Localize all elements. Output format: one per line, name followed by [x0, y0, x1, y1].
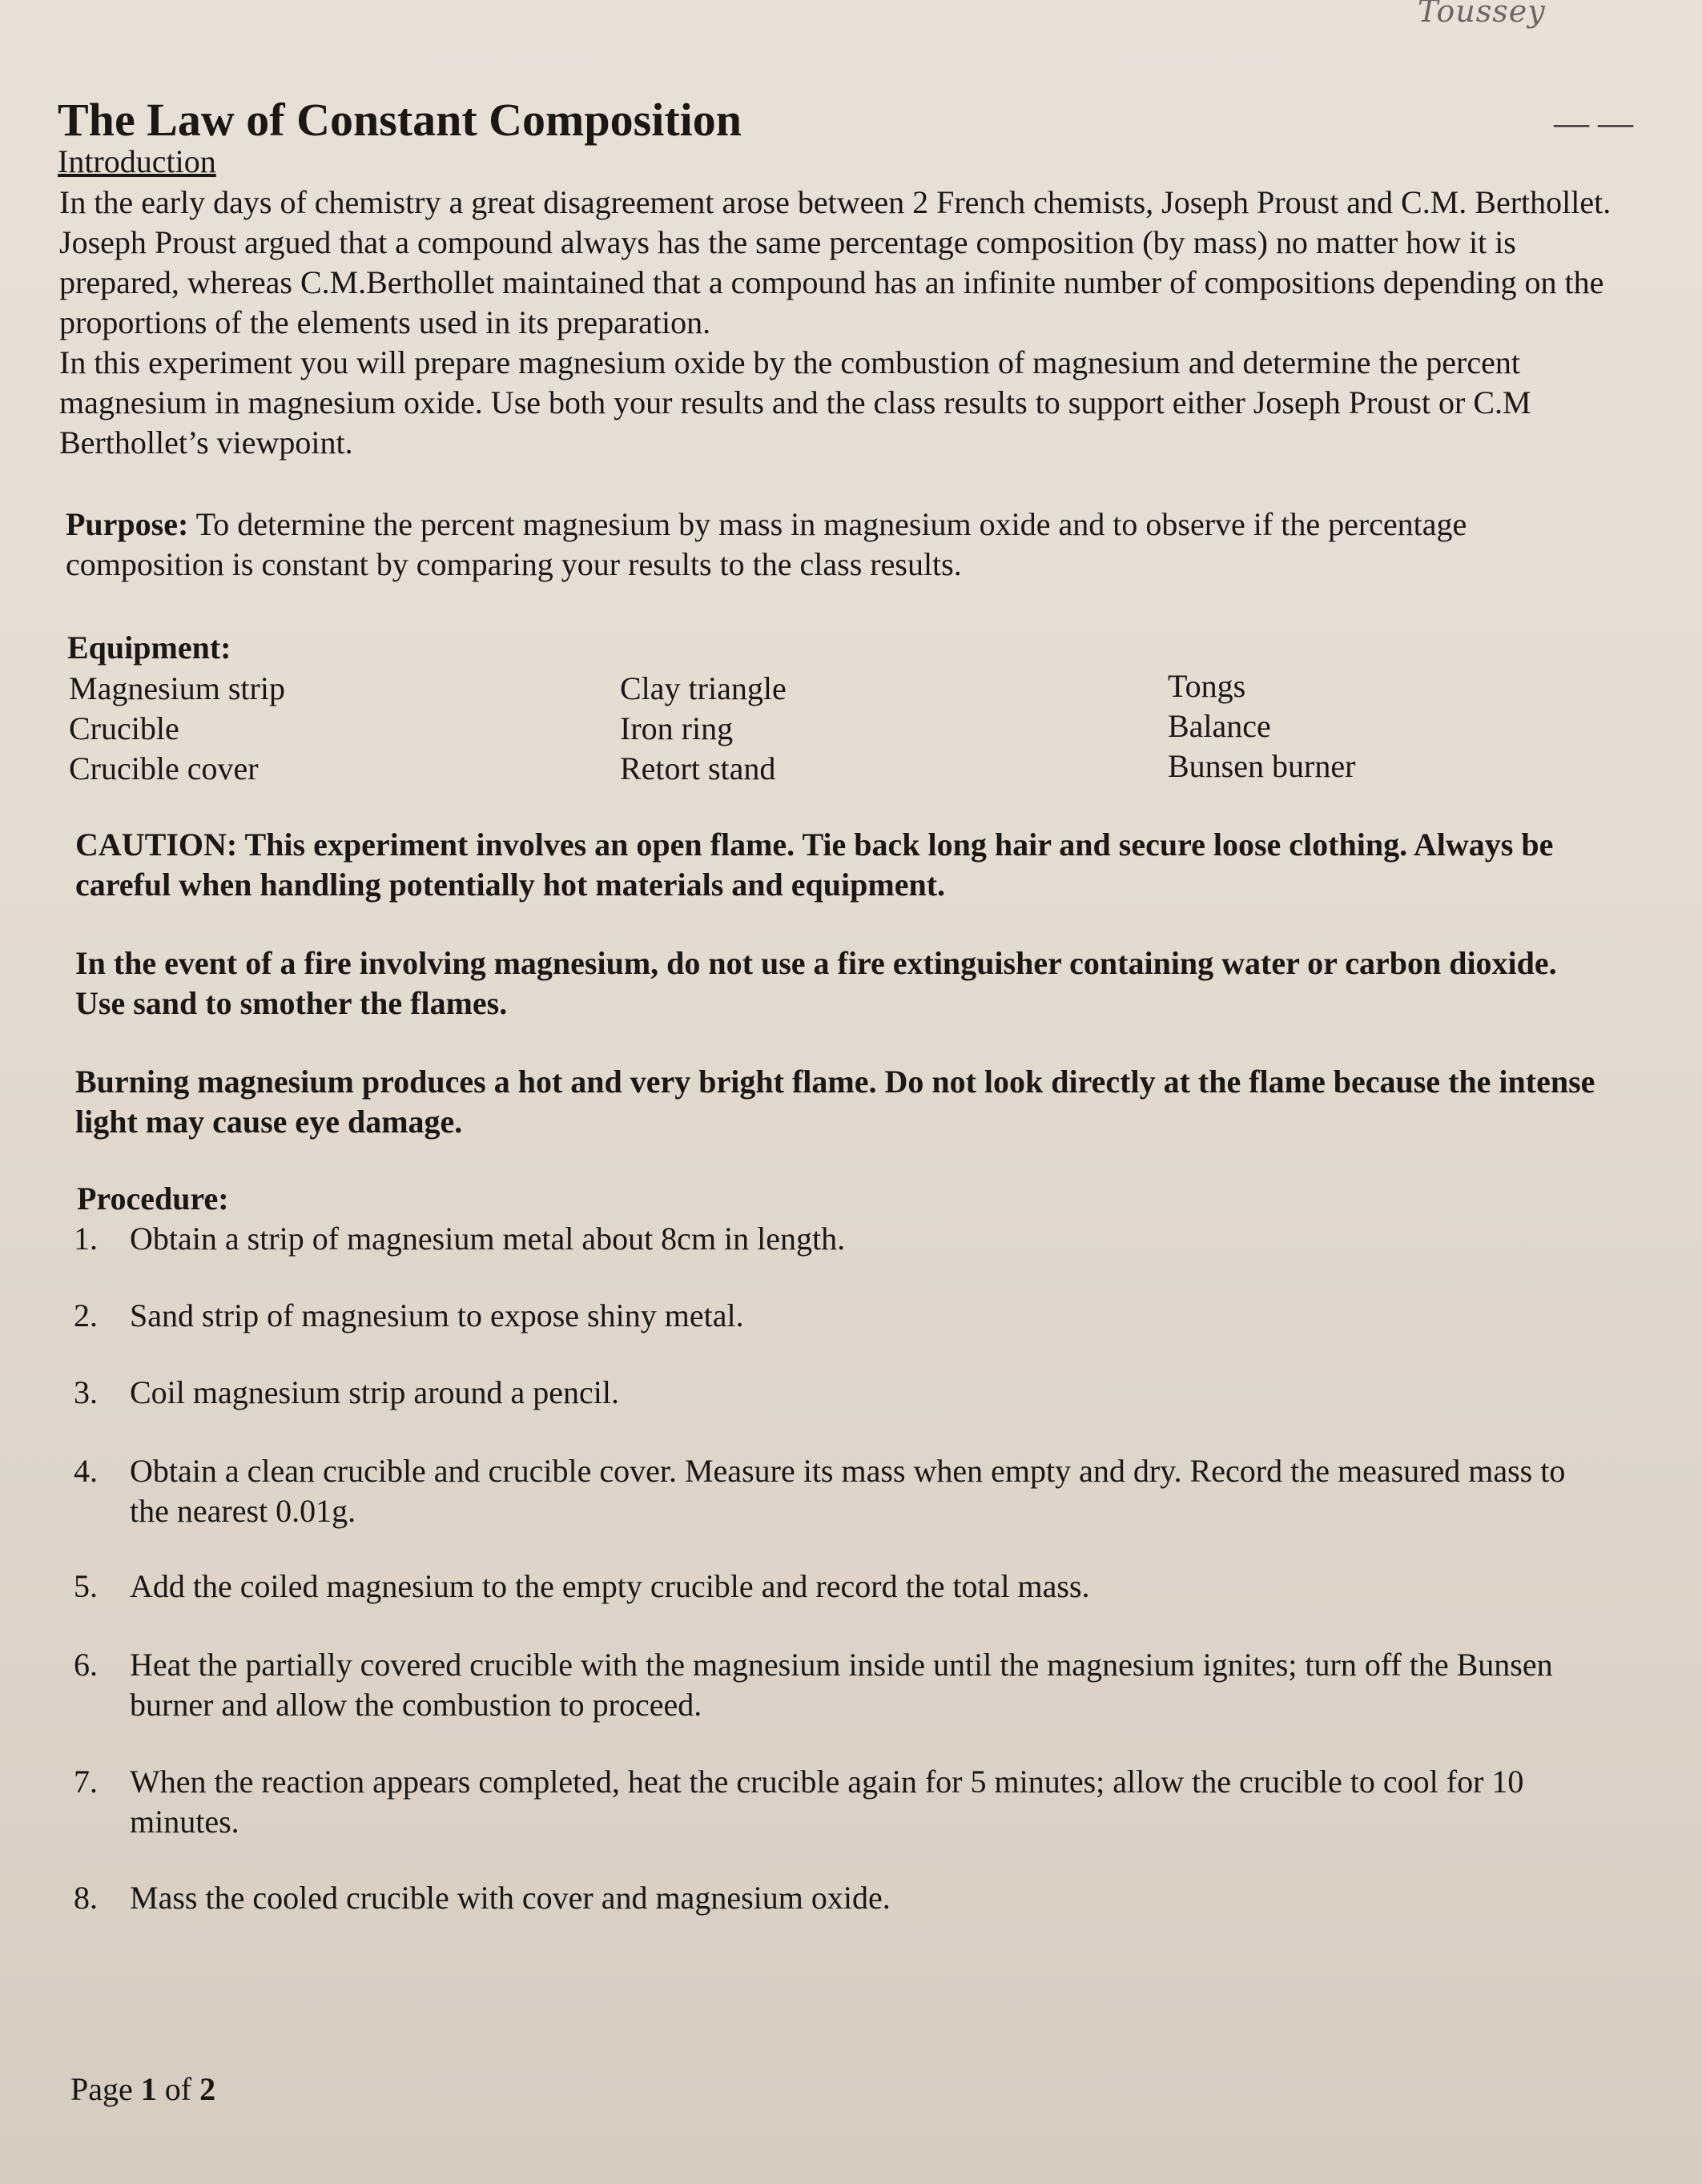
procedure-step	[74, 1645, 1595, 1725]
equipment-item: Crucible cover	[69, 750, 259, 786]
handwritten-note: Toussey	[1418, 0, 1546, 29]
step-number: 2.	[74, 1297, 98, 1333]
procedure-step	[74, 1296, 1595, 1336]
equipment-item: Iron ring	[620, 710, 734, 746]
equipment-item: Tongs	[1168, 668, 1246, 704]
procedure-step	[74, 1373, 1595, 1413]
step-number: 6.	[74, 1647, 98, 1683]
page-prefix: Page	[70, 2071, 141, 2107]
step-number: 8.	[74, 1880, 98, 1916]
equipment-heading: Equipment:	[67, 629, 231, 666]
step-number: 7.	[74, 1764, 98, 1800]
step-text: When the reaction appears completed, heat the crucible again for 5 minutes; allow the crucible to cool for 10 minutes.	[130, 1764, 1524, 1840]
equipment-item: Magnesium strip	[69, 670, 285, 706]
equipment-item: Balance	[1168, 708, 1271, 744]
introduction-paragraph-1: In the early days of chemistry a great disagreement arose between 2 French chemists, Joseph Proust and C.M. Berthollet. Joseph Proust argued that a compound always has the same percentage composition (by mass) no matter how it is prepared, whereas C.M.Berthollet maintained that a compound has an infinite number of compositions depending on the proportions of the elements used in its preparation.	[59, 184, 1611, 340]
step-number: 4.	[74, 1453, 98, 1489]
procedure-step	[74, 1219, 1595, 1259]
equipment-column-1	[69, 669, 285, 789]
step-text: Heat the partially covered crucible with the magnesium inside until the magnesium ignites; turn off the Bunsen burner and allow the combustion to proceed.	[130, 1647, 1553, 1723]
procedure-heading: Procedure:	[77, 1180, 229, 1217]
step-text: Obtain a strip of magnesium metal about 8cm in length.	[130, 1221, 846, 1257]
purpose-label: Purpose:	[66, 506, 189, 542]
equipment-item: Retort stand	[620, 750, 776, 786]
introduction-heading: Introduction	[58, 143, 216, 179]
flame-warning: Burning magnesium produces a hot and very bright flame. Do not look directly at the flame because the intense light may cause eye damage.	[75, 1064, 1595, 1140]
step-text: Coil magnesium strip around a pencil.	[130, 1374, 619, 1410]
procedure-step	[74, 1567, 1595, 1607]
page-number	[70, 2070, 215, 2108]
fire-warning: In the event of a fire involving magnesium, do not use a fire extinguisher containing water or carbon dioxide. Use sand to smother the flames.	[75, 945, 1557, 1021]
procedure-step	[74, 1762, 1595, 1842]
equipment-column-2	[620, 669, 787, 789]
introduction-paragraph-2: In this experiment you will prepare magnesium oxide by the combustion of magnesium and determine the percent magnesium in magnesium oxide. Use both your results and the class results to support either Joseph Proust or C.M Berthollet’s viewpoint.	[59, 344, 1531, 461]
purpose-paragraph	[66, 505, 1620, 585]
step-number: 1.	[74, 1221, 98, 1257]
step-text: Sand strip of magnesium to expose shiny metal.	[130, 1297, 744, 1333]
equipment-item: Bunsen burner	[1168, 748, 1356, 784]
current-page: 1	[140, 2071, 157, 2107]
step-number: 3.	[74, 1374, 98, 1410]
page-of: of	[156, 2071, 200, 2107]
procedure-step	[74, 1451, 1595, 1531]
total-pages: 2	[199, 2071, 216, 2107]
equipment-item: Clay triangle	[620, 670, 787, 706]
page-title: The Law of Constant Composition	[58, 94, 742, 146]
caution-warning: CAUTION: This experiment involves an open flame. Tie back long hair and secure loose clothing. Always be careful when handling potentially hot materials and equipment.	[75, 827, 1554, 903]
equipment-column-3	[1168, 666, 1355, 786]
step-number: 5.	[74, 1568, 98, 1604]
step-text: Add the coiled magnesium to the empty crucible and record the total mass.	[130, 1568, 1090, 1604]
step-text: Obtain a clean crucible and crucible cover. Measure its mass when empty and dry. Record the measured mass to the nearest 0.01g.	[130, 1453, 1566, 1529]
equipment-item: Crucible	[69, 710, 179, 746]
margin-marks: — —	[1554, 103, 1633, 143]
step-text: Mass the cooled crucible with cover and magnesium oxide.	[130, 1880, 891, 1916]
purpose-text: To determine the percent magnesium by mass in magnesium oxide and to observe if the percentage composition is constant by comparing your results to the class results.	[66, 506, 1467, 582]
procedure-step	[74, 1878, 1595, 1918]
